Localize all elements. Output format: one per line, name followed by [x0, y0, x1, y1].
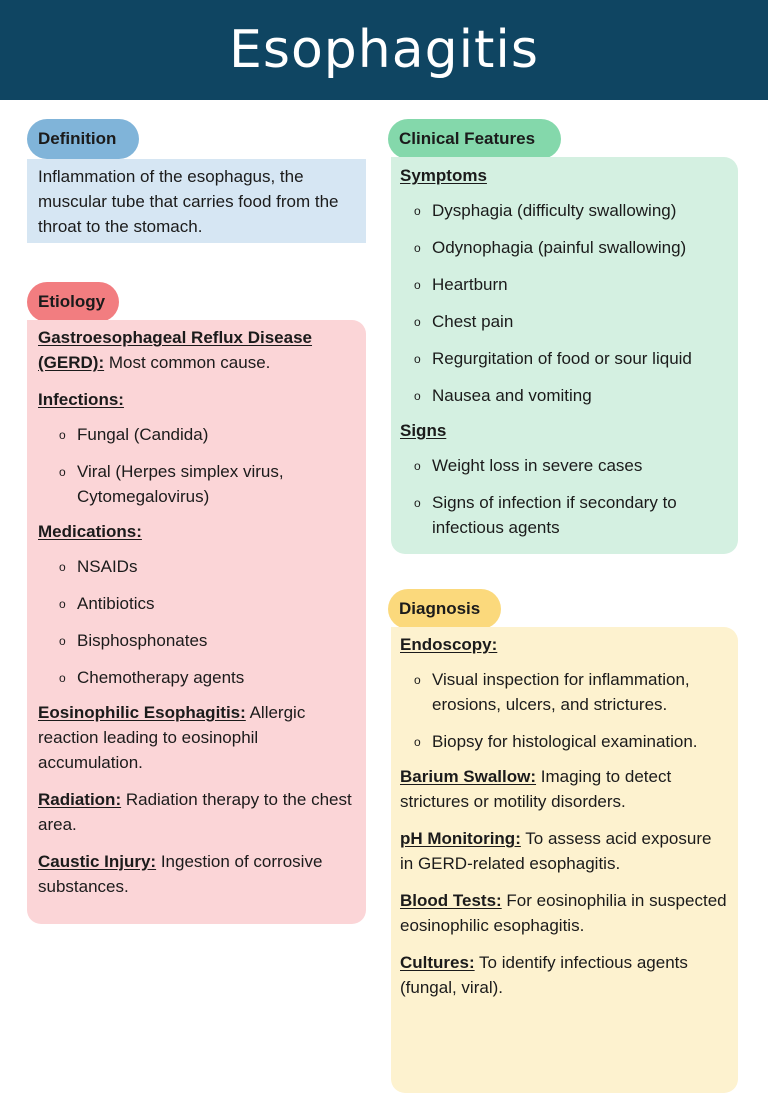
radiation-text: Radiation therapy to the chest area.	[38, 790, 352, 834]
etiology-caustic	[38, 849, 355, 899]
list-item: o Nausea and vomiting	[400, 383, 729, 408]
list-item: o Bisphosphonates	[38, 628, 355, 653]
list-item: o Viral (Herpes simplex virus, Cytomegalovirus)	[38, 459, 355, 509]
barium-text: Imaging to detect strictures or motility disorders.	[400, 767, 672, 811]
eosinophilic-text: Allergic reaction leading to eosinophil accumulation.	[38, 703, 306, 772]
etiology-gerd	[38, 325, 355, 375]
list-item: o Chest pain	[400, 309, 729, 334]
caustic-text: Ingestion of corrosive substances.	[38, 852, 323, 896]
list-item: o Fungal (Candida)	[38, 422, 355, 447]
medications-list	[38, 554, 355, 690]
definition-text: Inflammation of the esophagus, the muscular tube that carries food from the throat to the stomach.	[38, 167, 339, 236]
radiation-heading: Radiation:	[38, 790, 122, 809]
etiology-panel	[27, 320, 366, 924]
diagnosis-ph	[400, 826, 729, 876]
infections-list	[38, 422, 355, 509]
endoscopy-heading: Endoscopy:	[400, 635, 498, 654]
barium-heading: Barium Swallow:	[400, 767, 537, 786]
list-item: o Weight loss in severe cases	[400, 453, 729, 478]
definition-panel	[27, 159, 366, 243]
clinical-features-panel	[391, 157, 738, 554]
medications-heading: Medications:	[38, 522, 142, 541]
gerd-heading: Gastroesophageal Reflux Disease (GERD):	[38, 328, 313, 372]
definition-label: Definition	[27, 119, 139, 159]
infections-heading: Infections:	[38, 390, 124, 409]
caustic-heading: Caustic Injury:	[38, 852, 157, 871]
gerd-text: Most common cause.	[104, 353, 271, 372]
list-item: o Regurgitation of food or sour liquid	[400, 346, 729, 371]
clinical-features-label: Clinical Features	[388, 119, 561, 159]
signs-list	[400, 453, 729, 540]
diagnosis-label: Diagnosis	[388, 589, 501, 629]
diagnosis-panel	[391, 627, 738, 1093]
list-item: o Heartburn	[400, 272, 729, 297]
etiology-eosinophilic	[38, 700, 355, 775]
symptoms-heading: Symptoms	[400, 166, 487, 185]
ph-heading: pH Monitoring:	[400, 829, 521, 848]
diagnosis-blood	[400, 888, 729, 938]
etiology-medications	[38, 519, 355, 690]
list-item: o NSAIDs	[38, 554, 355, 579]
page-title: Esophagitis	[229, 20, 539, 80]
etiology-label: Etiology	[27, 282, 119, 322]
list-item: o Odynophagia (painful swallowing)	[400, 235, 729, 260]
list-item: o Visual inspection for inflammation, erosions, ulcers, and strictures.	[400, 667, 729, 717]
etiology-infections	[38, 387, 355, 509]
signs-heading: Signs	[400, 421, 447, 440]
cultures-heading: Cultures:	[400, 953, 475, 972]
eosinophilic-heading: Eosinophilic Esophagitis:	[38, 703, 246, 722]
symptoms-list	[400, 198, 729, 408]
blood-text: For eosinophilia in suspected eosinophilic esophagitis.	[400, 891, 727, 935]
list-item: o Biopsy for histological examination.	[400, 729, 729, 754]
diagnosis-cultures	[400, 950, 729, 1000]
etiology-radiation	[38, 787, 355, 837]
blood-heading: Blood Tests:	[400, 891, 502, 910]
list-item: o Chemotherapy agents	[38, 665, 355, 690]
cultures-text: To identify infectious agents (fungal, viral).	[400, 953, 688, 997]
ph-text: To assess acid exposure in GERD-related esophagitis.	[400, 829, 712, 873]
list-item: o Antibiotics	[38, 591, 355, 616]
diagnosis-barium	[400, 764, 729, 814]
list-item: o Dysphagia (difficulty swallowing)	[400, 198, 729, 223]
page-header	[0, 0, 768, 100]
list-item: o Signs of infection if secondary to infectious agents	[400, 490, 729, 540]
endoscopy-list	[400, 667, 729, 754]
